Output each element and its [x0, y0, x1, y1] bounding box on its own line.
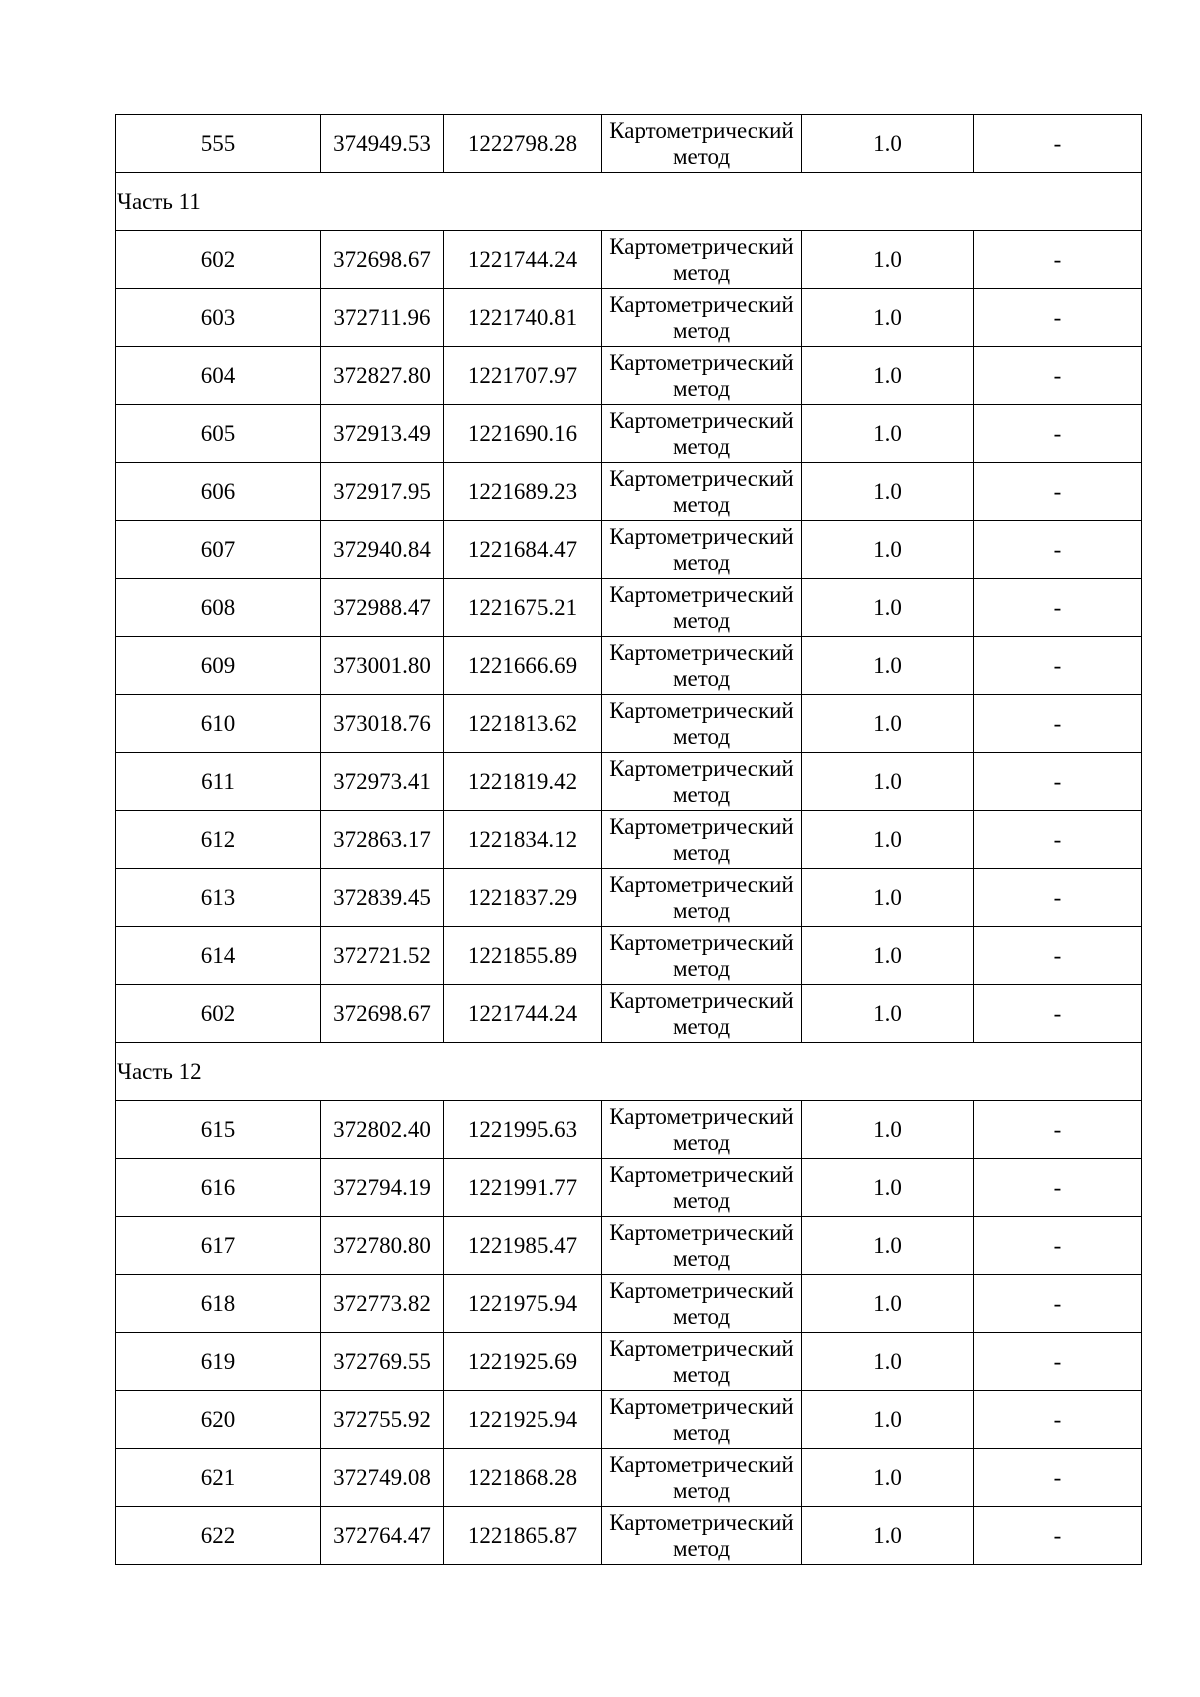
method-cell: Картометрический метод	[602, 1217, 802, 1275]
point-number-cell: 603	[116, 289, 321, 347]
point-number-cell: 619	[116, 1333, 321, 1391]
y-coordinate-cell: 1221744.24	[444, 231, 602, 289]
method-cell: Картометрический метод	[602, 1333, 802, 1391]
note-cell: -	[974, 811, 1142, 869]
table-row	[116, 985, 1142, 1043]
note-cell: -	[974, 1449, 1142, 1507]
note-cell: -	[974, 927, 1142, 985]
method-cell: Картометрический метод	[602, 985, 802, 1043]
table-row	[116, 521, 1142, 579]
note-cell: -	[974, 1391, 1142, 1449]
accuracy-cell: 1.0	[802, 1101, 974, 1159]
table-row	[116, 463, 1142, 521]
x-coordinate-cell: 372773.82	[321, 1275, 444, 1333]
table-row	[116, 1217, 1142, 1275]
method-cell: Картометрический метод	[602, 869, 802, 927]
x-coordinate-cell: 373018.76	[321, 695, 444, 753]
x-coordinate-cell: 372973.41	[321, 753, 444, 811]
method-cell: Картометрический метод	[602, 753, 802, 811]
x-coordinate-cell: 372711.96	[321, 289, 444, 347]
note-cell: -	[974, 463, 1142, 521]
note-cell: -	[974, 1217, 1142, 1275]
x-coordinate-cell: 372755.92	[321, 1391, 444, 1449]
table-row	[116, 753, 1142, 811]
table-row	[116, 1449, 1142, 1507]
y-coordinate-cell: 1221985.47	[444, 1217, 602, 1275]
point-number-cell: 613	[116, 869, 321, 927]
point-number-cell: 614	[116, 927, 321, 985]
point-number-cell: 606	[116, 463, 321, 521]
note-cell: -	[974, 521, 1142, 579]
note-cell: -	[974, 637, 1142, 695]
point-number-cell: 605	[116, 405, 321, 463]
method-cell: Картометрический метод	[602, 1101, 802, 1159]
point-number-cell: 555	[116, 115, 321, 173]
y-coordinate-cell: 1221975.94	[444, 1275, 602, 1333]
table-body	[116, 115, 1142, 1565]
point-number-cell: 617	[116, 1217, 321, 1275]
accuracy-cell: 1.0	[802, 1275, 974, 1333]
table-row	[116, 231, 1142, 289]
x-coordinate-cell: 372839.45	[321, 869, 444, 927]
method-cell: Картометрический метод	[602, 521, 802, 579]
table-row	[116, 869, 1142, 927]
accuracy-cell: 1.0	[802, 289, 974, 347]
y-coordinate-cell: 1221744.24	[444, 985, 602, 1043]
x-coordinate-cell: 372917.95	[321, 463, 444, 521]
point-number-cell: 607	[116, 521, 321, 579]
x-coordinate-cell: 372764.47	[321, 1507, 444, 1565]
table-row	[116, 1507, 1142, 1565]
method-cell: Картометрический метод	[602, 1275, 802, 1333]
y-coordinate-cell: 1221837.29	[444, 869, 602, 927]
accuracy-cell: 1.0	[802, 1507, 974, 1565]
accuracy-cell: 1.0	[802, 927, 974, 985]
y-coordinate-cell: 1221689.23	[444, 463, 602, 521]
y-coordinate-cell: 1222798.28	[444, 115, 602, 173]
x-coordinate-cell: 372698.67	[321, 231, 444, 289]
accuracy-cell: 1.0	[802, 347, 974, 405]
x-coordinate-cell: 372794.19	[321, 1159, 444, 1217]
method-cell: Картометрический метод	[602, 1159, 802, 1217]
table-row	[116, 1333, 1142, 1391]
y-coordinate-cell: 1221684.47	[444, 521, 602, 579]
table-row	[116, 405, 1142, 463]
accuracy-cell: 1.0	[802, 231, 974, 289]
accuracy-cell: 1.0	[802, 521, 974, 579]
note-cell: -	[974, 1159, 1142, 1217]
point-number-cell: 602	[116, 985, 321, 1043]
accuracy-cell: 1.0	[802, 695, 974, 753]
accuracy-cell: 1.0	[802, 1333, 974, 1391]
table-row	[116, 811, 1142, 869]
accuracy-cell: 1.0	[802, 463, 974, 521]
method-cell: Картометрический метод	[602, 405, 802, 463]
accuracy-cell: 1.0	[802, 869, 974, 927]
table-row	[116, 637, 1142, 695]
point-number-cell: 618	[116, 1275, 321, 1333]
x-coordinate-cell: 372769.55	[321, 1333, 444, 1391]
table-row	[116, 1159, 1142, 1217]
method-cell: Картометрический метод	[602, 927, 802, 985]
point-number-cell: 612	[116, 811, 321, 869]
y-coordinate-cell: 1221707.97	[444, 347, 602, 405]
method-cell: Картометрический метод	[602, 231, 802, 289]
point-number-cell: 608	[116, 579, 321, 637]
y-coordinate-cell: 1221666.69	[444, 637, 602, 695]
point-number-cell: 616	[116, 1159, 321, 1217]
x-coordinate-cell: 372749.08	[321, 1449, 444, 1507]
accuracy-cell: 1.0	[802, 811, 974, 869]
accuracy-cell: 1.0	[802, 115, 974, 173]
method-cell: Картометрический метод	[602, 289, 802, 347]
y-coordinate-cell: 1221925.69	[444, 1333, 602, 1391]
accuracy-cell: 1.0	[802, 1391, 974, 1449]
note-cell: -	[974, 347, 1142, 405]
table-row	[116, 927, 1142, 985]
method-cell: Картометрический метод	[602, 1391, 802, 1449]
note-cell: -	[974, 753, 1142, 811]
y-coordinate-cell: 1221834.12	[444, 811, 602, 869]
method-cell: Картометрический метод	[602, 463, 802, 521]
section-row	[116, 1043, 1142, 1101]
table-row	[116, 1101, 1142, 1159]
accuracy-cell: 1.0	[802, 579, 974, 637]
accuracy-cell: 1.0	[802, 405, 974, 463]
accuracy-cell: 1.0	[802, 1217, 974, 1275]
note-cell: -	[974, 985, 1142, 1043]
method-cell: Картометрический метод	[602, 1507, 802, 1565]
x-coordinate-cell: 372802.40	[321, 1101, 444, 1159]
point-number-cell: 609	[116, 637, 321, 695]
note-cell: -	[974, 289, 1142, 347]
coordinates-table	[115, 114, 1142, 1565]
point-number-cell: 604	[116, 347, 321, 405]
y-coordinate-cell: 1221675.21	[444, 579, 602, 637]
point-number-cell: 615	[116, 1101, 321, 1159]
method-cell: Картометрический метод	[602, 1449, 802, 1507]
note-cell: -	[974, 579, 1142, 637]
table-row	[116, 1391, 1142, 1449]
table-row	[116, 115, 1142, 173]
note-cell: -	[974, 1101, 1142, 1159]
note-cell: -	[974, 1507, 1142, 1565]
note-cell: -	[974, 115, 1142, 173]
table-row	[116, 1275, 1142, 1333]
table-row	[116, 347, 1142, 405]
x-coordinate-cell: 372913.49	[321, 405, 444, 463]
y-coordinate-cell: 1221690.16	[444, 405, 602, 463]
note-cell: -	[974, 1333, 1142, 1391]
x-coordinate-cell: 372780.80	[321, 1217, 444, 1275]
point-number-cell: 622	[116, 1507, 321, 1565]
section-label: Часть 12	[116, 1043, 1142, 1101]
y-coordinate-cell: 1221819.42	[444, 753, 602, 811]
y-coordinate-cell: 1221855.89	[444, 927, 602, 985]
accuracy-cell: 1.0	[802, 753, 974, 811]
accuracy-cell: 1.0	[802, 637, 974, 695]
point-number-cell: 610	[116, 695, 321, 753]
accuracy-cell: 1.0	[802, 1449, 974, 1507]
y-coordinate-cell: 1221995.63	[444, 1101, 602, 1159]
x-coordinate-cell: 372827.80	[321, 347, 444, 405]
point-number-cell: 602	[116, 231, 321, 289]
note-cell: -	[974, 1275, 1142, 1333]
table-row	[116, 579, 1142, 637]
x-coordinate-cell: 372940.84	[321, 521, 444, 579]
table-row	[116, 289, 1142, 347]
point-number-cell: 611	[116, 753, 321, 811]
table-row	[116, 695, 1142, 753]
y-coordinate-cell: 1221740.81	[444, 289, 602, 347]
method-cell: Картометрический метод	[602, 579, 802, 637]
section-label: Часть 11	[116, 173, 1142, 231]
note-cell: -	[974, 231, 1142, 289]
method-cell: Картометрический метод	[602, 695, 802, 753]
note-cell: -	[974, 405, 1142, 463]
x-coordinate-cell: 372988.47	[321, 579, 444, 637]
x-coordinate-cell: 372698.67	[321, 985, 444, 1043]
y-coordinate-cell: 1221868.28	[444, 1449, 602, 1507]
method-cell: Картометрический метод	[602, 811, 802, 869]
accuracy-cell: 1.0	[802, 985, 974, 1043]
accuracy-cell: 1.0	[802, 1159, 974, 1217]
y-coordinate-cell: 1221991.77	[444, 1159, 602, 1217]
note-cell: -	[974, 695, 1142, 753]
x-coordinate-cell: 372863.17	[321, 811, 444, 869]
y-coordinate-cell: 1221925.94	[444, 1391, 602, 1449]
point-number-cell: 620	[116, 1391, 321, 1449]
note-cell: -	[974, 869, 1142, 927]
method-cell: Картометрический метод	[602, 637, 802, 695]
method-cell: Картометрический метод	[602, 115, 802, 173]
x-coordinate-cell: 374949.53	[321, 115, 444, 173]
x-coordinate-cell: 372721.52	[321, 927, 444, 985]
x-coordinate-cell: 373001.80	[321, 637, 444, 695]
y-coordinate-cell: 1221813.62	[444, 695, 602, 753]
point-number-cell: 621	[116, 1449, 321, 1507]
method-cell: Картометрический метод	[602, 347, 802, 405]
y-coordinate-cell: 1221865.87	[444, 1507, 602, 1565]
section-row	[116, 173, 1142, 231]
